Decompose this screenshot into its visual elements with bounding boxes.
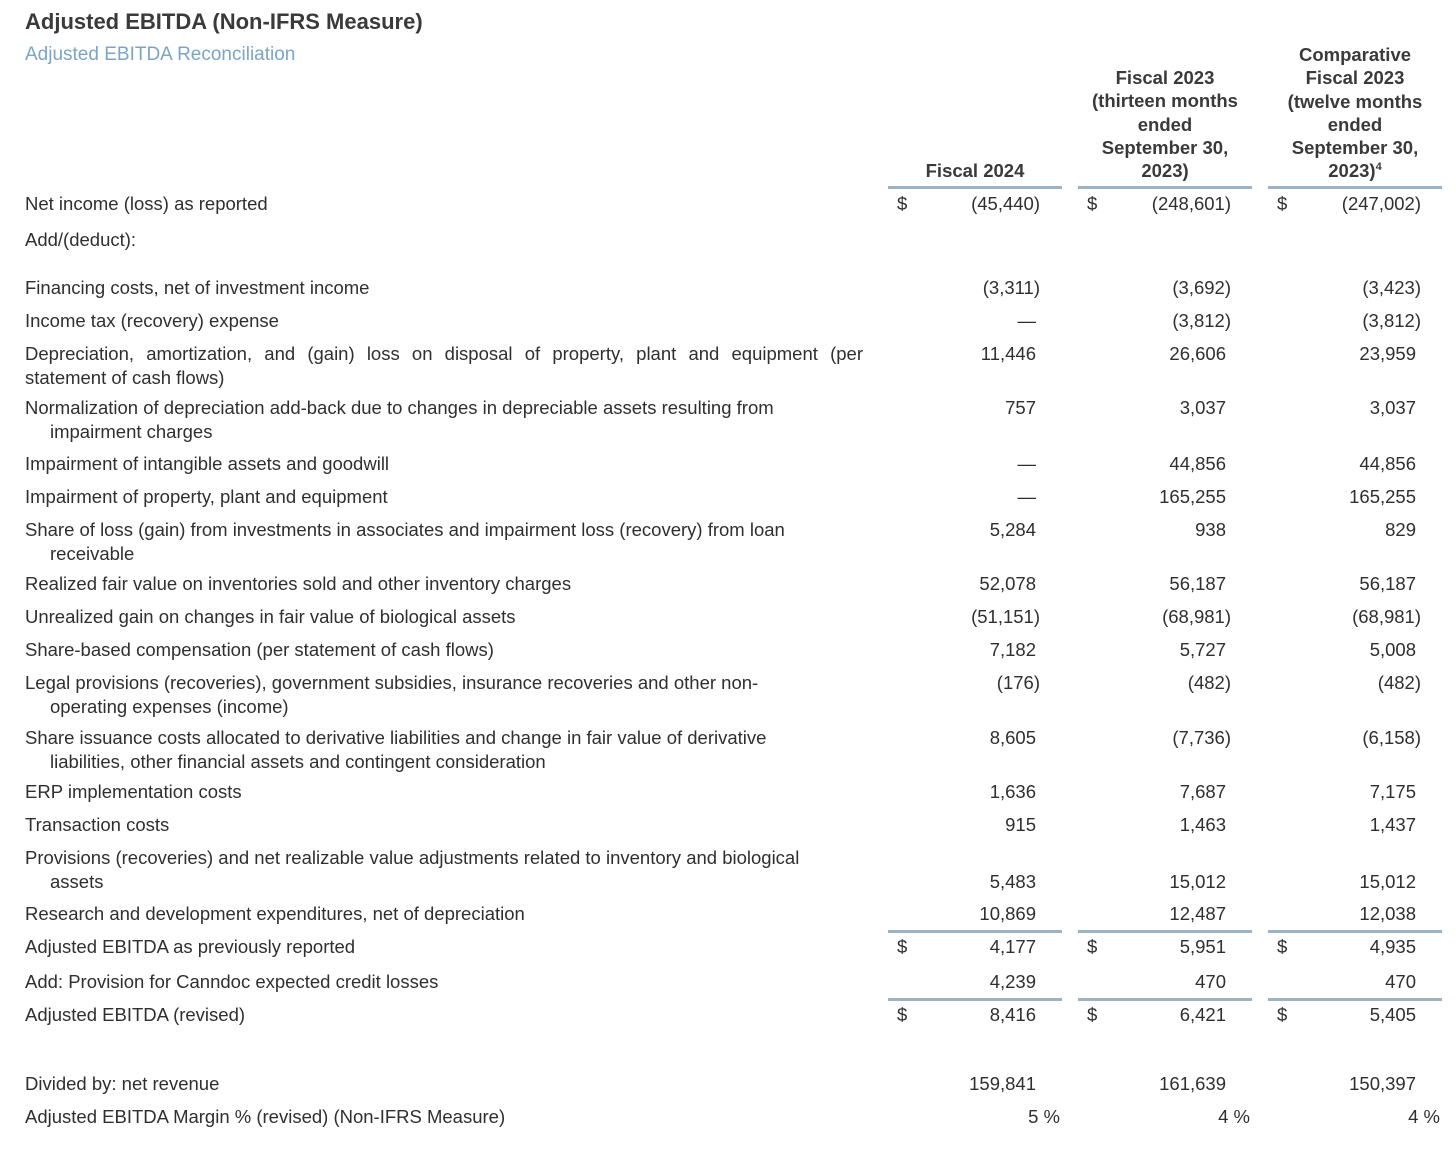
table-cell: (248,601) (1151, 193, 1231, 214)
table-cell: (176) (996, 672, 1040, 693)
column-header-line: September 30, (1291, 137, 1419, 159)
row-label-adjusted-ebitda-previous: Adjusted EBITDA as previously reported (25, 936, 356, 957)
row-label-legal-provisions: Legal provisions (recoveries), government subsidies, insurance recoveries and other non- operating expenses (income) (25, 672, 759, 717)
row-label-erp-costs: ERP implementation costs (25, 781, 242, 802)
row-label-provisions-nrv: Provisions (recoveries) and net realizable value adjustments related to inventory and biological assets (25, 847, 800, 892)
column-header-line: 2023) (1141, 160, 1189, 182)
table-cell: 4 % (1408, 1106, 1440, 1127)
row-label-depreciation: Depreciation, amortization, and (gain) loss on disposal of property, plant and equipment (per statement of cash flows) (25, 343, 863, 388)
total-rule (888, 998, 1062, 1001)
column-header-fiscal-2023 (1078, 66, 1252, 182)
table-cell: 15,012 (1359, 871, 1416, 892)
table-cell: 7,175 (1369, 781, 1416, 802)
table-cell: 757 (1005, 397, 1036, 418)
table-cell: 6,421 (1179, 1004, 1226, 1025)
table-cell: (51,151) (971, 606, 1040, 627)
table-cell: 5,405 (1369, 1004, 1416, 1025)
row-label-share-issuance-costs: Share issuance costs allocated to derivative liabilities and change in fair value of derivative liabilities, other financial assets and contingent consideration (25, 727, 767, 772)
currency-symbol: $ (897, 193, 908, 214)
table-cell: (482) (1187, 672, 1231, 693)
table-cell: 938 (1195, 519, 1226, 540)
table-cell: (3,423) (1362, 277, 1421, 298)
subtotal-rule (888, 930, 1062, 933)
total-rule (1268, 998, 1442, 1001)
row-label-transaction-costs: Transaction costs (25, 814, 170, 835)
table-cell: 829 (1385, 519, 1416, 540)
currency-symbol: $ (1277, 1004, 1288, 1025)
column-header-line: (twelve months (1287, 90, 1423, 112)
row-label-share-based-compensation: Share-based compensation (per statement of cash flows) (25, 639, 494, 660)
row-label-unrealized-gain: Unrealized gain on changes in fair value of biological assets (25, 606, 516, 627)
table-cell: 5 % (1028, 1106, 1060, 1127)
header-rule (888, 186, 1062, 189)
column-header-comparative-fiscal-2023 (1268, 43, 1442, 183)
table-cell: 52,078 (979, 573, 1036, 594)
table-cell: 4 % (1218, 1106, 1250, 1127)
table-cell: 10,869 (979, 903, 1036, 924)
column-header-line: Fiscal 2023 (1305, 67, 1405, 89)
currency-symbol: $ (1087, 1004, 1098, 1025)
table-cell: 1,636 (989, 781, 1036, 802)
currency-symbol: $ (897, 1004, 908, 1025)
row-label-income-tax: Income tax (recovery) expense (25, 310, 279, 331)
table-cell: 3,037 (1179, 397, 1226, 418)
row-label-canndoc-provision: Add: Provision for Canndoc expected credit losses (25, 971, 439, 992)
table-cell: 56,187 (1359, 573, 1416, 594)
column-header-line: September 30, (1101, 136, 1229, 158)
subtotal-rule (1268, 930, 1442, 933)
row-label-ebitda-margin: Adjusted EBITDA Margin % (revised) (Non-IFRS Measure) (25, 1106, 506, 1127)
table-cell: (6,158) (1362, 727, 1421, 748)
table-cell: — (1017, 310, 1036, 331)
table-cell: (247,002) (1341, 193, 1421, 214)
table-cell: (68,981) (1162, 606, 1231, 627)
table-cell: 5,008 (1369, 639, 1416, 660)
table-cell: (45,440) (971, 193, 1040, 214)
currency-symbol: $ (897, 936, 908, 957)
currency-symbol: $ (1277, 936, 1288, 957)
table-cell: 4,177 (989, 936, 1036, 957)
footnote-marker: 4 (1375, 161, 1382, 174)
column-header-line: ended (1137, 113, 1193, 135)
row-label-normalization-depreciation: Normalization of depreciation add-back due to changes in depreciable assets resulting from impairment charges (25, 397, 774, 442)
table-cell: 165,255 (1159, 486, 1226, 507)
row-label-adjusted-ebitda-revised: Adjusted EBITDA (revised) (25, 1004, 246, 1025)
row-label-financing-costs: Financing costs, net of investment income (25, 277, 370, 298)
table-cell: (7,736) (1172, 727, 1231, 748)
table-cell: 4,935 (1369, 936, 1416, 957)
table-cell: 26,606 (1169, 343, 1226, 364)
table-cell: 12,487 (1169, 903, 1226, 924)
table-cell: 15,012 (1169, 871, 1226, 892)
row-label-net-revenue: Divided by: net revenue (25, 1073, 220, 1094)
table-cell: 8,416 (989, 1004, 1036, 1025)
table-cell: (3,812) (1362, 310, 1421, 331)
table-cell: 150,397 (1349, 1073, 1416, 1094)
currency-symbol: $ (1087, 936, 1098, 957)
column-header-fiscal-2024 (888, 159, 1062, 182)
row-label-research-development: Research and development expenditures, net of depreciation (25, 903, 525, 924)
row-label-realized-fair-value: Realized fair value on inventories sold and other inventory charges (25, 573, 572, 594)
column-header-line: ended (1327, 113, 1383, 135)
table-cell: 8,605 (989, 727, 1036, 748)
row-label-add-deduct: Add/(deduct): (25, 229, 137, 250)
table-cell: 5,284 (989, 519, 1036, 540)
row-label-net-income: Net income (loss) as reported (25, 193, 268, 214)
table-subtitle: Adjusted EBITDA Reconciliation (25, 44, 296, 65)
table-cell: 56,187 (1169, 573, 1226, 594)
table-cell: 5,951 (1179, 936, 1226, 957)
table-cell: — (1017, 486, 1036, 507)
table-cell: 23,959 (1359, 343, 1416, 364)
header-rule (1268, 186, 1442, 189)
subtotal-rule (1078, 930, 1252, 933)
table-cell: 470 (1195, 971, 1226, 992)
table-cell: (3,311) (982, 277, 1040, 298)
table-cell: 3,037 (1369, 397, 1416, 418)
header-rule (1078, 186, 1252, 189)
table-cell: 12,038 (1359, 903, 1416, 924)
table-cell: 5,483 (989, 871, 1036, 892)
table-cell: 4,239 (989, 971, 1036, 992)
table-cell: (68,981) (1352, 606, 1421, 627)
row-label-impairment-intangibles: Impairment of intangible assets and goodwill (25, 453, 390, 474)
table-cell: 11,446 (980, 343, 1036, 364)
page-title: Adjusted EBITDA (Non-IFRS Measure) (25, 9, 423, 34)
table-cell: 7,687 (1179, 781, 1226, 802)
table-cell: 1,463 (1179, 814, 1226, 835)
row-label-impairment-ppe: Impairment of property, plant and equipment (25, 486, 388, 507)
table-cell: 470 (1385, 971, 1416, 992)
column-header-line: 2023)$^4$ (1328, 160, 1382, 182)
table-cell: — (1017, 453, 1036, 474)
table-cell: (482) (1377, 672, 1421, 693)
column-header-line: Comparative (1298, 44, 1412, 65)
currency-symbol: $ (1087, 193, 1098, 214)
table-cell: 44,856 (1169, 453, 1226, 474)
table-cell: 165,255 (1349, 486, 1416, 507)
row-label-share-of-loss: Share of loss (gain) from investments in associates and impairment loss (recovery) from loan receivable (25, 519, 785, 564)
table-cell: 161,639 (1159, 1073, 1226, 1094)
table-cell: 915 (1005, 814, 1036, 835)
table-cell: (3,812) (1172, 310, 1231, 331)
table-cell: 5,727 (1179, 639, 1226, 660)
column-header-line: Fiscal 2024 (925, 160, 1025, 181)
column-header-line: (thirteen months (1092, 90, 1238, 112)
table-cell: 159,841 (969, 1073, 1036, 1094)
currency-symbol: $ (1277, 193, 1288, 214)
table-cell: 7,182 (989, 639, 1036, 660)
total-rule (1078, 998, 1252, 1001)
table-cell: 44,856 (1359, 453, 1416, 474)
table-cell: (3,692) (1172, 277, 1231, 298)
column-header-line: Fiscal 2023 (1115, 67, 1215, 88)
table-cell: 1,437 (1369, 814, 1416, 835)
